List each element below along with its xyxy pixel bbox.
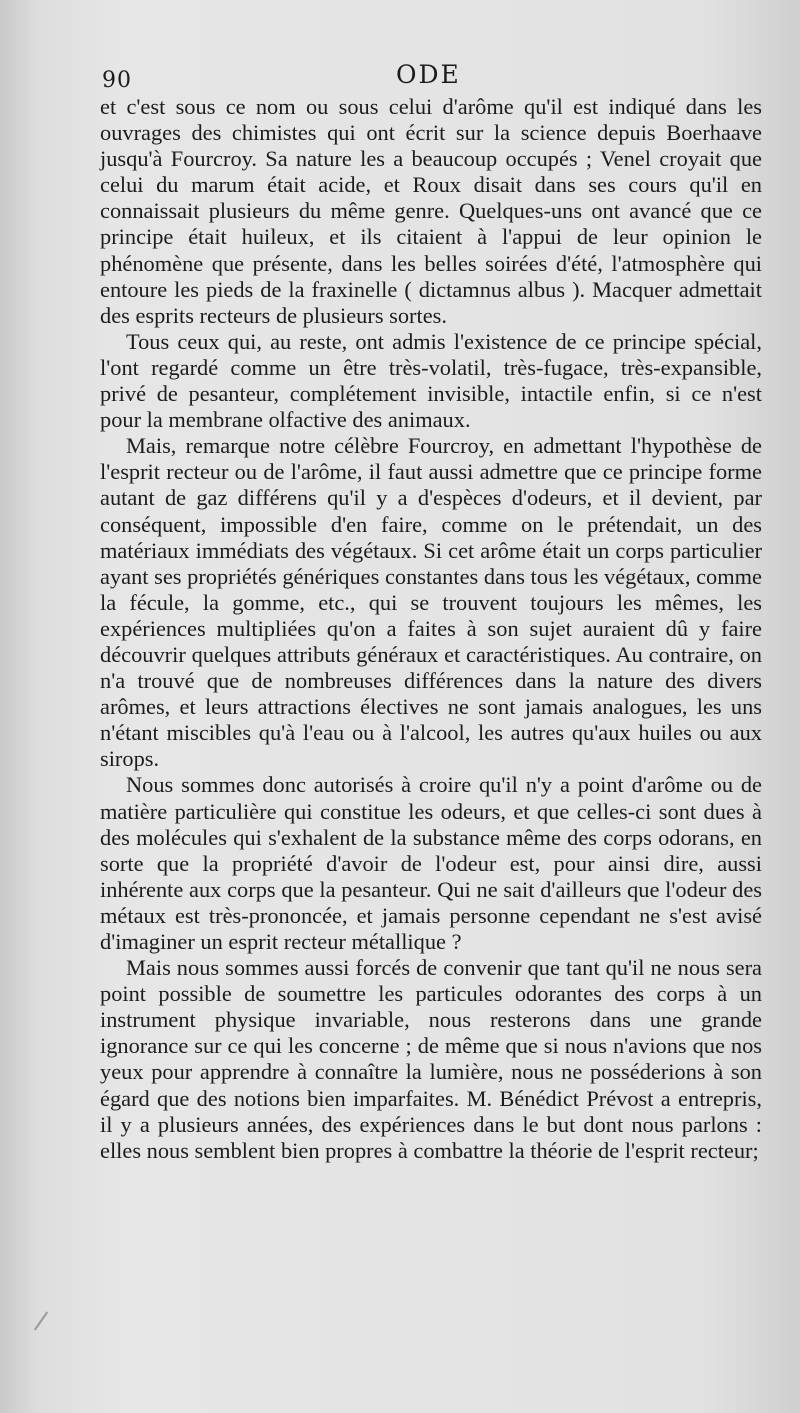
body-text bbox=[100, 94, 762, 1164]
page-header bbox=[100, 58, 762, 94]
paragraph: Mais, remarque notre célèbre Fourcroy, en admettant l'hypothèse de l'esprit recteur ou de l'arôme, il faut aussi admettre que ce principe forme autant de gaz différens qu'il y a d'espèces d'odeurs, et il devient, par conséquent, impossible d'en faire, comme on le prétendait, un des matériaux immédiats des végétaux. Si cet arôme était un corps particulier ayant ses propriétés génériques constantes dans tous les végétaux, comme la fécule, la gomme, etc., qui se trouvent toujours les mêmes, les expériences multipliées qu'on a faites à son sujet auraient dû y faire découvrir quelques attributs généraux et caractéristiques. Au contraire, on n'a trouvé que de nombreuses différences dans la nature des divers arômes, et leurs attractions électives ne sont jamais analogues, les uns n'étant miscibles qu'à l'eau ou à l'alcool, les autres qu'aux huiles ou aux sirops. bbox=[100, 433, 762, 772]
margin-mark bbox=[34, 1311, 48, 1330]
page-number: 90 bbox=[102, 68, 132, 93]
running-title: ODE bbox=[396, 60, 461, 89]
paragraph: Tous ceux qui, au reste, ont admis l'existence de ce principe spécial, l'ont regardé comme un être très-volatil, très-fugace, très-expansible, privé de pesanteur, complétement invisible, intactile enfin, si ce n'est pour la membrane olfactive des animaux. bbox=[100, 328, 762, 433]
paragraph: Mais nous sommes aussi forcés de convenir que tant qu'il ne nous sera point possible de soumettre les particules odorantes des corps à un instrument physique invariable, nous resterons dans une grande ignorance sur ce qui les concerne ; de même que si nous n'avions que nos yeux pour apprendre à connaître la lumière, nous ne posséderions à son égard que des notions bien imparfaites. M. Bénédict Prévost a entrepris, il y a plusieurs années, des expériences dans le but dont nous parlons : elles nous semblent bien propres à combattre la théorie de l'esprit recteur; bbox=[100, 955, 762, 1163]
paragraph: et c'est sous ce nom ou sous celui d'arôme qu'il est indiqué dans les ouvrages des chimistes qui ont écrit sur la science depuis Boerhaave jusqu'à Fourcroy. Sa nature les a beaucoup occupés ; Venel croyait que celui du marum était acide, et Roux disait dans ses cours qu'il en connaissait plusieurs du même genre. Quelques-uns ont avancé que ce principe était huileux, et ils citaient à l'appui de leur opinion le phénomène que présente, dans les belles soirées d'été, l'atmosphère qui entoure les pieds de la fraxinelle ( dictamnus albus ). Macquer admettait des esprits recteurs de plusieurs sortes. bbox=[100, 94, 762, 328]
paragraph: Nous sommes donc autorisés à croire qu'il n'y a point d'arôme ou de matière particulière qui constitue les odeurs, et que celles-ci sont dues à des molécules qui s'exhalent de la substance même des corps odorans, en sorte que la propriété d'avoir de l'odeur est, pour ainsi dire, aussi inhérente aux corps que la pesanteur. Qui ne sait d'ailleurs que l'odeur des métaux est très-prononcée, et jamais personne cependant ne s'est avisé d'imaginer un esprit recteur métallique ? bbox=[100, 772, 762, 954]
